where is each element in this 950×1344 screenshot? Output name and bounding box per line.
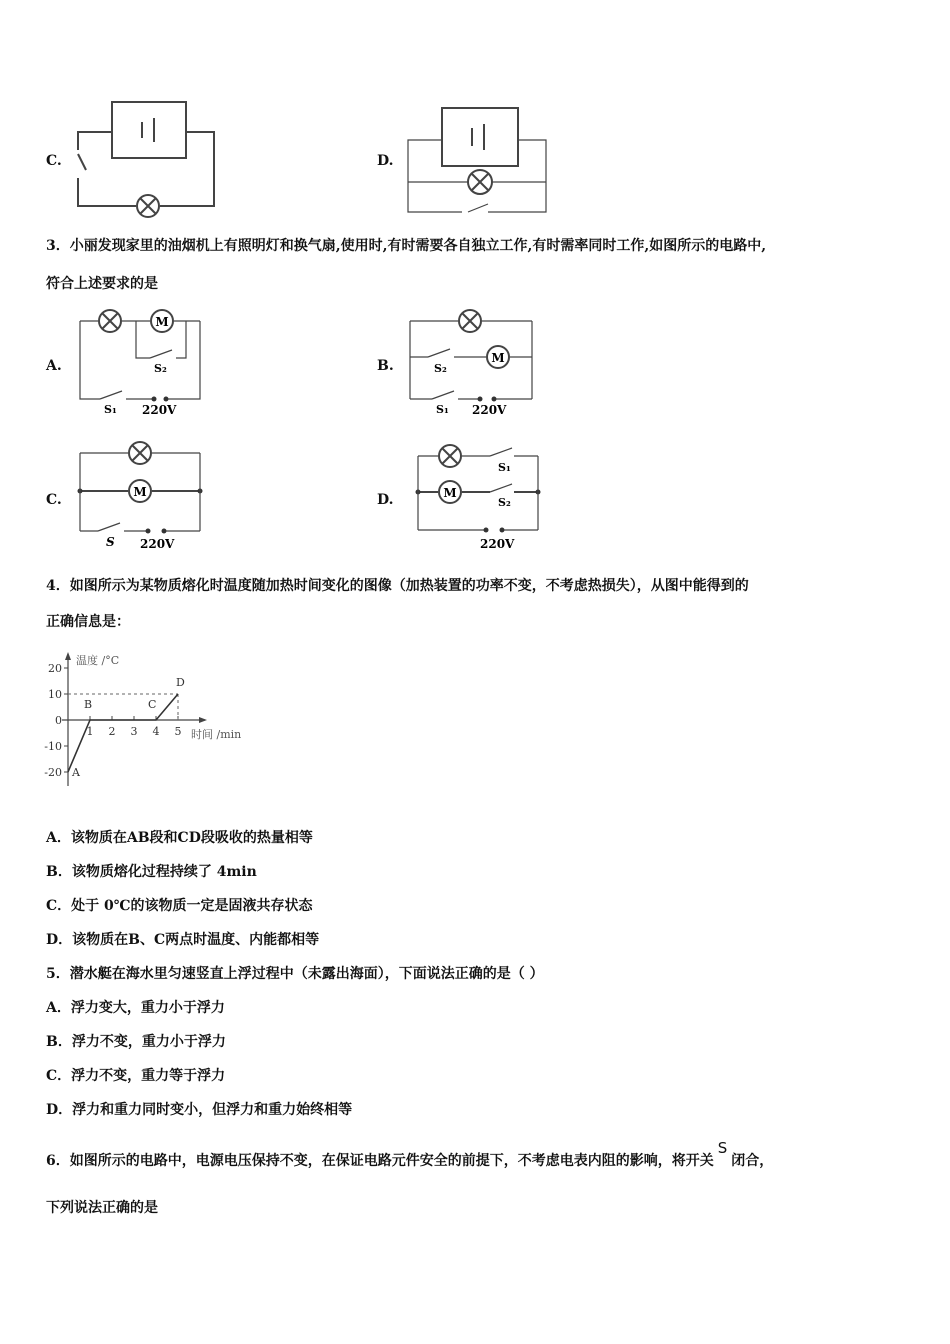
svg-text:M: M [155,315,169,329]
q3c-lamp-icon [129,442,151,464]
svg-text:S₁: S₁ [104,403,117,416]
q3d-s2-switch-icon [490,484,512,492]
y-tick-label: 20 [48,662,62,675]
q2c-switch-icon [78,154,86,170]
q3d-lamp-icon [439,445,461,467]
x-tick-label: 2 [108,725,116,738]
y-axis-arrow [65,652,71,660]
q3-option-c-letter: C. [46,492,62,508]
q3-option-a-letter: A. [46,358,62,374]
point-label-b: B [84,698,93,711]
q2d-switch-icon [468,204,488,212]
y-tick-label: -10 [44,740,62,753]
x-tick-label: 5 [174,725,182,738]
q2-option-c-letter: C. [46,153,62,169]
svg-text:220V: 220V [472,403,507,417]
q5-option-b: B．浮力不变，重力小于浮力 [46,1034,226,1050]
y-tick-label: 10 [48,688,62,701]
svg-text:S: S [106,535,115,549]
q3-option-b-letter: B. [377,358,394,374]
q2-option-c-circuit [70,98,220,218]
q6-stem-line2: 下列说法正确的是 [46,1200,158,1216]
svg-text:S₂: S₂ [498,496,511,509]
q5-option-d: D．浮力和重力同时变小，但浮力和重力始终相等 [46,1102,353,1118]
q3-option-d-circuit [408,440,548,552]
svg-text:S₂: S₂ [154,362,167,375]
x-axis-arrow [199,717,207,723]
q4-stem-line2: 正确信息是： [46,614,130,630]
q3b-motor-icon [487,346,509,368]
point-label-a: A [72,766,80,779]
x-tick-label: 1 [86,725,94,738]
q3d-s1-switch-icon [490,448,512,456]
q3-stem-line1: 3．小丽发现家里的油烟机上有照明灯和换气扇,使用时,有时需要各自独立工作,有时需率同时工作,如图所示的电路中, [46,238,767,254]
q5-stem: 5．潜水艇在海水里匀速竖直上浮过程中（未露出海面），下面说法正确的是（ ） [46,966,544,982]
q3a-lamp-icon [99,310,121,332]
q4-option-c: C．处于 0℃的该物质一定是固液共存状态 [46,898,313,914]
q4-temperature-time-chart [40,640,270,790]
svg-text:S₁: S₁ [498,461,511,474]
q2c-lamp-icon [137,195,159,217]
y-tick-label: 0 [55,714,62,727]
q2d-battery-box [442,108,518,166]
x-tick-label: 4 [152,725,160,738]
q5-option-a: A．浮力变大，重力小于浮力 [46,1000,225,1016]
q3b-s1-switch-icon [432,391,454,399]
q4-option-d: D．该物质在B、C两点时温度、内能都相等 [46,932,320,948]
q3b-s2-switch-icon [428,349,450,357]
q4-option-a: A．该物质在AB段和CD段吸收的热量相等 [46,830,313,846]
svg-text:S₁: S₁ [436,403,449,416]
svg-text:220V: 220V [480,537,515,551]
svg-text:S₂: S₂ [434,362,447,375]
q3a-s1-switch-icon [100,391,122,399]
svg-text:M: M [133,485,147,499]
q6-stem-line1 [46,1139,774,1171]
q2-option-d-circuit [402,104,552,224]
q3-option-a-circuit [70,306,210,416]
x-axis-label: 时间 /min [191,728,242,741]
point-label-c: C [148,698,157,711]
q4-stem-line1: 4．如图所示为某物质熔化时温度随加热时间变化的图像（加热装置的功率不变，不考虑热损失），从图中能得到的 [46,578,749,594]
q6-stem-part2: 闭合， [731,1153,774,1169]
q3-option-c-circuit [70,440,210,550]
q3d-motor-icon [439,481,461,503]
y-tick-label: -20 [44,766,62,779]
q3b-lamp-icon [459,310,481,332]
x-tick-label: 3 [130,725,138,738]
q3a-s2-switch-icon [150,350,172,358]
q6-switch-symbol: S [717,1139,728,1157]
q3c-motor-icon [129,480,151,502]
y-axis-label: 温度 /°C [76,654,120,667]
q3-option-d-letter: D. [377,492,394,508]
svg-text:M: M [443,486,457,500]
q2d-lamp-icon [468,170,492,194]
svg-text:220V: 220V [142,403,177,417]
q3c-s-switch-icon [98,523,120,531]
svg-text:M: M [491,351,505,365]
q4-option-b: B．该物质熔化过程持续了 4min [46,864,257,880]
q3a-motor-icon [151,310,173,332]
q5-option-c: C．浮力不变，重力等于浮力 [46,1068,226,1084]
q3-stem-line2: 符合上述要求的是 [46,276,158,292]
point-label-d: D [176,676,185,689]
q3-option-b-circuit [402,306,542,416]
q6-stem-part1: 6．如图所示的电路中，电源电压保持不变，在保证电路元件安全的前提下，不考虑电表内阻的影响，将开关 [46,1153,714,1169]
q2-option-d-letter: D. [377,153,394,169]
svg-text:220V: 220V [140,537,175,551]
q2c-battery-box [112,102,186,158]
